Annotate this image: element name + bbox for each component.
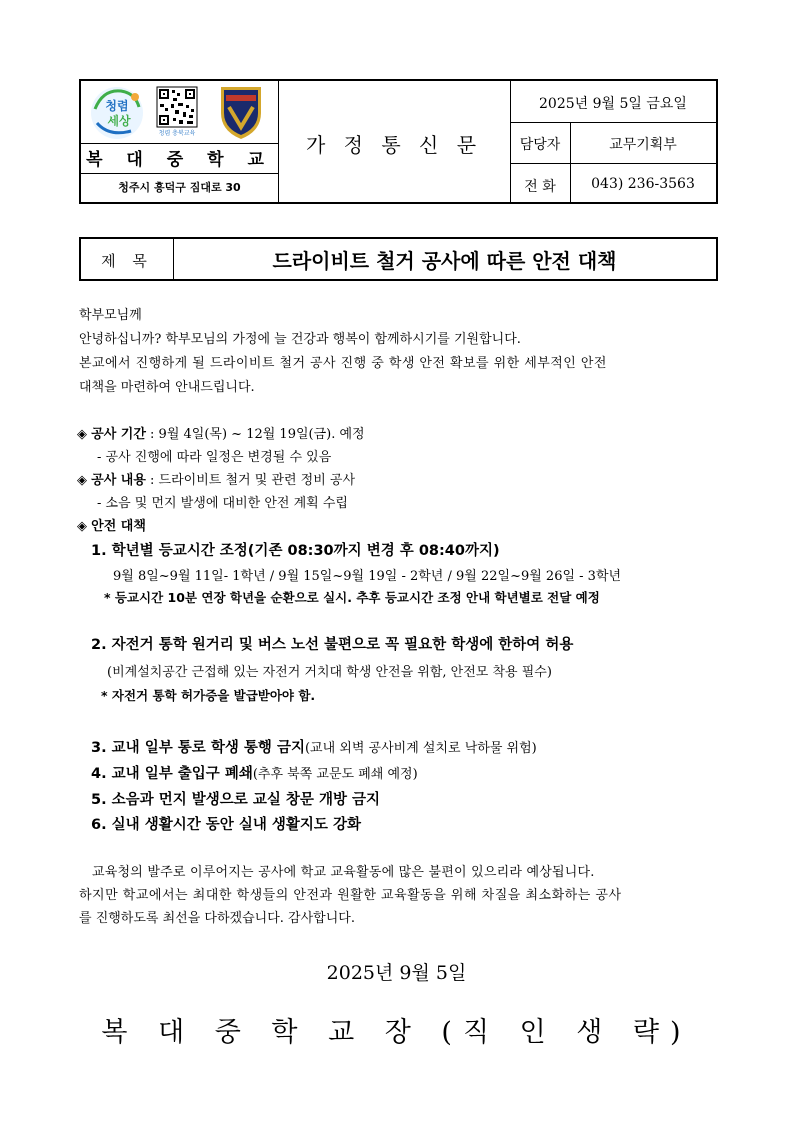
item-2-note: * 자전거 통학 허가증을 발급받아야 함.: [101, 688, 316, 703]
diamond-bullet-icon: ◈: [77, 427, 87, 442]
closing-line: 교육청의 발주로 이루어지는 공사에 학교 교육활동에 많은 불편이 있으리라 예상됩니다.: [92, 865, 595, 880]
header-date: 2025년 9월 5일 금요일: [539, 96, 687, 112]
content-text: : 드라이비트 철거 및 관련 정비 공사: [145, 473, 356, 488]
clean-world-logo: [87, 83, 147, 141]
item-3-detail: (교내 외벽 공사비계 설치로 낙하물 위험): [304, 741, 537, 756]
staff-value: 교무기획부: [609, 137, 677, 153]
bullet-period: [77, 423, 365, 442]
subject-label: 제 목: [101, 252, 153, 270]
header-table: [79, 79, 718, 204]
period-note: - 공사 진행에 따라 일정은 변경될 수 있음: [97, 450, 332, 465]
school-emblem-icon: [215, 83, 267, 141]
logo-text: 청렴: [105, 99, 129, 113]
greeting-line: 대책을 마련하여 안내드립니다.: [79, 380, 255, 395]
greeting-line: 본교에서 진행하게 될 드라이비트 철거 공사 진행 중 학생 안전 확보를 위한 세부적인 안전: [79, 356, 607, 371]
staff-label: 담당자: [519, 137, 561, 153]
school-address: 청주시 흥덕구 짐대로 30: [118, 181, 241, 194]
phone-value: 043) 236-3563: [591, 176, 695, 192]
divider: [81, 173, 278, 174]
content-label: 공사 내용: [91, 473, 146, 488]
item-3: [91, 736, 537, 757]
item-2-detail: (비계설치공간 근접해 있는 자전거 거치대 학생 안전을 위함, 안전모 착용 필수): [107, 665, 552, 680]
subject-title: 드라이비트 철거 공사에 따른 안전 대책: [272, 249, 617, 273]
qr-caption: 청렴 충북교육: [158, 130, 196, 137]
diamond-bullet-icon: ◈: [77, 519, 87, 534]
bullet-content: [77, 469, 355, 488]
closing-line: 를 진행하도록 최선을 다하겠습니다. 감사합니다.: [79, 911, 355, 926]
period-label: 공사 기간: [91, 427, 146, 442]
logo-text: 세상: [107, 114, 131, 128]
safety-label: 안전 대책: [91, 519, 146, 534]
greeting-line: 안녕하십니까? 학부모님의 가정에 늘 건강과 행복이 함께하시기를 기원합니다.: [79, 332, 521, 347]
diamond-bullet-icon: ◈: [77, 473, 87, 488]
item-5-heading: 5. 소음과 먼지 발생으로 교실 창문 개방 금지: [91, 792, 381, 808]
principal-signature: 복 대 중 학 교 장 (직 인 생 략): [101, 1017, 692, 1048]
item-4: [91, 762, 418, 783]
greeting-line: 학부모님께: [79, 308, 142, 323]
qr-code-icon: [151, 85, 205, 137]
item-4-heading: 4. 교내 일부 출입구 폐쇄: [91, 766, 253, 782]
divider: [510, 163, 716, 164]
closing-line: 하지만 학교에서는 최대한 학생들의 안전과 원활한 교육활동을 위해 차질을 최소화하는 공사: [79, 888, 622, 903]
phone-label: 전 화: [524, 179, 556, 195]
item-1-note: * 등교시간 10분 연장 학년을 순환으로 실시. 추후 등교시간 조정 안내 학년별로 전달 예정: [104, 590, 600, 605]
divider: [81, 143, 278, 144]
footer-date: 2025년 9월 5일: [326, 962, 467, 984]
subject-box: [79, 237, 718, 281]
content-note: - 소음 및 먼지 발생에 대비한 안전 계획 수립: [97, 496, 348, 511]
item-6-heading: 6. 실내 생활시간 동안 실내 생활지도 강화: [91, 817, 361, 833]
period-text: : 9월 4일(목) ~ 12월 19일(금). 예정: [145, 427, 365, 442]
item-1-heading: 1. 학년별 등교시간 조정(기존 08:30까지 변경 후 08:40까지): [91, 543, 500, 559]
document-type-title: 가 정 통 신 문: [305, 133, 483, 157]
item-4-detail: (추후 북쪽 교문도 폐쇄 예정): [252, 767, 418, 782]
item-3-heading: 3. 교내 일부 통로 학생 통행 금지: [91, 740, 305, 756]
bullet-safety: [77, 515, 146, 534]
item-2-heading: 2. 자전거 통학 원거리 및 버스 노선 불편으로 꼭 필요한 학생에 한하여 허용: [91, 637, 574, 653]
item-1-detail: 9월 8일~9월 11일- 1학년 / 9월 15일~9월 19일 - 2학년 / 9월 22일~9월 26일 - 3학년: [113, 569, 622, 584]
divider: [510, 122, 716, 123]
school-name: 복 대 중 학 교: [86, 150, 273, 170]
